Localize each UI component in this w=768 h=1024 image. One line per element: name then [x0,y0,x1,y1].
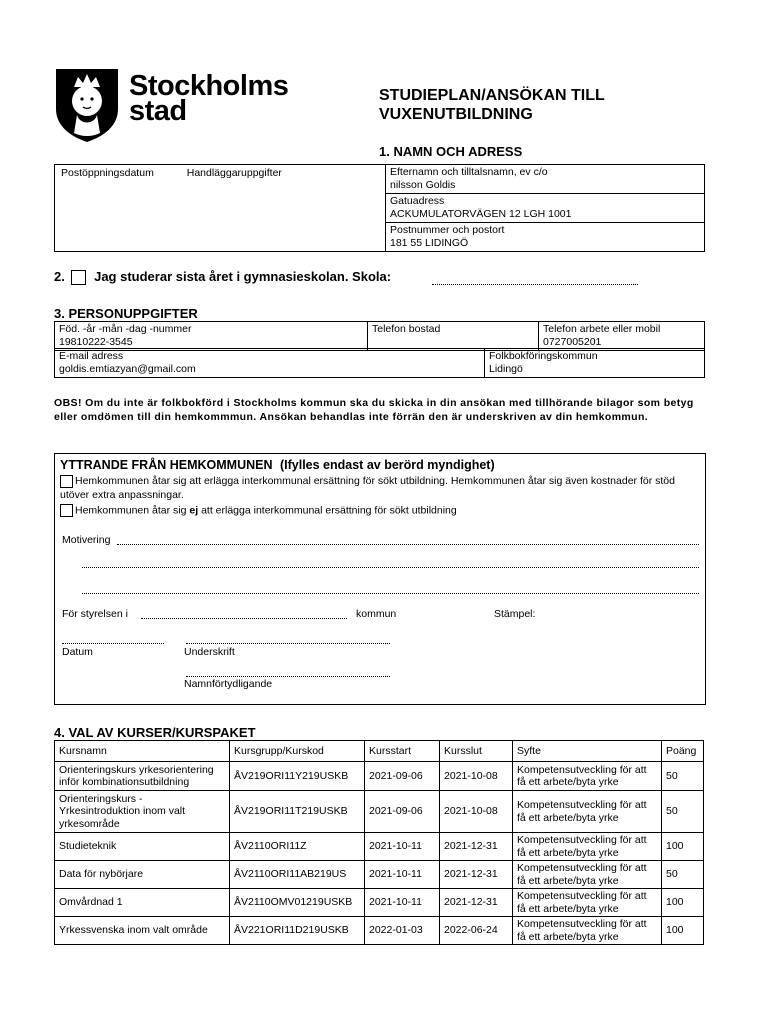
course-name: Studieteknik [55,833,230,861]
postal-cell[interactable] [386,223,705,252]
name-value: nilsson Goldis [390,179,456,191]
course-name: Omvårdnad 1 [55,889,230,917]
street-value: ACKUMULATORVÄGEN 12 LGH 1001 [390,208,572,220]
table-row[interactable] [55,889,704,917]
dob-cell[interactable] [55,322,368,351]
section2-row [54,269,391,285]
yttrande-heading-row [60,458,495,472]
option2-text-em: ej [189,504,199,517]
option2-text-pre: Hemkommunen åtar sig [75,504,190,517]
table-row[interactable] [55,762,704,791]
name-label: Efternamn och tilltalsnamn, ev c/o [390,166,548,178]
course-name: Data för nybörjare [55,861,230,889]
wordmark-line1: Stockholms [129,70,289,102]
course-code: ÅV2110OMV01219USKB [230,889,365,917]
course-code: ÅV2110ORI11AB219US [230,861,365,889]
course-points: 50 [662,791,704,833]
handlaggaruppgifter-label: Handläggaruppgifter [186,167,282,179]
motivering-label: Motivering [62,534,111,546]
course-points: 50 [662,861,704,889]
postal-label: Postnummer och postort [390,224,505,236]
course-start: 2022-01-03 [365,917,440,945]
personal-info-table [54,321,705,351]
course-code: ÅV221ORI11D219USKB [230,917,365,945]
col-syfte: Syfte [513,741,662,762]
course-points: 100 [662,889,704,917]
email-value: goldis.emtiazyan@gmail.com [59,363,196,375]
city-wordmark [129,70,289,127]
postal-value: 181 55 LIDINGÖ [390,237,469,249]
course-purpose: Kompetensutveckling för att få ett arbete/byta yrke [513,833,662,861]
contact-table [54,348,705,378]
name-cell[interactable] [386,165,705,194]
motivering-line-3[interactable] [82,587,699,594]
course-points: 100 [662,917,704,945]
course-purpose: Kompetensutveckling för att få ett arbete/byta yrke [513,762,662,791]
course-start: 2021-10-11 [365,861,440,889]
table-row[interactable] [55,791,704,833]
datum-label: Datum [62,646,93,658]
course-start: 2021-09-06 [365,791,440,833]
title-line2: VUXENUTBILDNING [379,106,533,123]
municipality-label: Folkbokföringskommun [489,350,598,362]
course-purpose: Kompetensutveckling för att få ett arbete/byta yrke [513,889,662,917]
col-poang: Poäng [662,741,704,762]
home-phone-label: Telefon bostad [372,323,441,335]
course-start: 2021-10-11 [365,889,440,917]
motivering-line-1[interactable] [117,538,699,545]
municipality-value: Lidingö [489,363,523,375]
email-label: E-mail adress [59,350,124,362]
kommun-label: kommun [356,608,397,620]
dob-value: 19810222-3545 [59,336,133,348]
course-code: ÅV2110ORI11Z [230,833,365,861]
course-points: 100 [662,833,704,861]
obs-notice: OBS! Om du inte är folkbokförd i Stockholms kommun ska du skicka in din ansökan med tillhörande bilagor som betyg eller omdömen till din hemkommmun. Ansökan behandlas inte förrän den är underskriven av din hemkommun. [54,397,694,423]
work-phone-label: Telefon arbete eller mobil [543,323,661,335]
course-start: 2021-09-06 [365,762,440,791]
course-name: Yrkessvenska inom valt område [55,917,230,945]
underskrift-line[interactable] [186,637,390,644]
table-row[interactable] [55,917,704,945]
table-row[interactable] [55,861,704,889]
motivering-line-2[interactable] [82,561,699,568]
course-purpose: Kompetensutveckling för att få ett arbete/byta yrke [513,861,662,889]
stampel-label: Stämpel: [494,608,536,620]
course-end: 2021-12-31 [440,861,513,889]
yttrande-heading: YTTRANDE FRÅN HEMKOMMUNEN [60,458,273,472]
home-phone-cell[interactable] [368,322,539,351]
datum-line[interactable] [62,637,164,644]
title-line1: STUDIEPLAN/ANSÖKAN TILL [379,87,605,104]
postoppningsdatum-label: Postöppningsdatum [61,167,154,179]
dob-label: Föd. -år -mån -dag -nummer [59,323,192,335]
option1-checkbox[interactable] [60,475,73,488]
table-row[interactable] [55,833,704,861]
yttrande-heading-note: (Ifylles endast av berörd myndighet) [279,458,495,472]
course-name: Orienteringskurs yrkesorientering inför kombinationsutbildning [55,762,230,791]
email-cell[interactable] [55,349,485,378]
course-end: 2021-10-08 [440,762,513,791]
city-crest-logo [54,67,120,143]
office-use-cell [55,165,386,252]
work-phone-cell[interactable] [539,322,705,351]
courses-header-row [55,741,704,762]
courses-table [54,740,704,945]
course-start: 2021-10-11 [365,833,440,861]
option2-text-post: att erlägga interkommunal ersättning för sökt utbildning [198,504,457,517]
col-kursslut: Kursslut [440,741,513,762]
col-kursnamn: Kursnamn [55,741,230,762]
styrelsen-label: För styrelsen i [62,608,128,620]
yttrande-option2-row [60,504,690,517]
section4-heading: 4. VAL AV KURSER/KURSPAKET [54,725,256,740]
course-points: 50 [662,762,704,791]
option2-checkbox[interactable] [60,504,73,517]
course-code: ÅV219ORI11T219USKB [230,791,365,833]
yttrande-option1-row [60,474,690,502]
last-year-checkbox[interactable] [71,270,86,285]
course-end: 2022-06-24 [440,917,513,945]
course-purpose: Kompetensutveckling för att få ett arbete/byta yrke [513,917,662,945]
course-name: Orienteringskurs - Yrkesintroduktion inom valt yrkesområde [55,791,230,833]
school-dotted-line[interactable] [432,278,638,285]
namnfortydligande-line[interactable] [186,670,390,677]
name-address-table [54,164,705,252]
underskrift-label: Underskrift [184,646,235,658]
street-cell[interactable] [386,194,705,223]
work-phone-value: 0727005201 [543,336,602,348]
section2-text: Jag studerar sista året i gymnasieskolan. Skola: [94,269,392,284]
col-kursstart: Kursstart [365,741,440,762]
course-code: ÅV219ORI11Y219USKB [230,762,365,791]
document-title [379,86,605,124]
section2-number: 2. [54,269,65,284]
street-label: Gatuadress [390,195,445,207]
course-purpose: Kompetensutveckling för att få ett arbete/byta yrke [513,791,662,833]
course-end: 2021-12-31 [440,889,513,917]
namnfortydligande-label: Namnförtydligande [184,678,273,690]
wordmark-line2: stad [129,95,187,127]
section1-heading: 1. NAMN OCH ADRESS [379,144,523,159]
section3-heading: 3. PERSONUPPGIFTER [54,306,198,321]
styrelsen-line[interactable] [141,613,347,619]
option1-text: Hemkommunen åtar sig att erlägga interkommunal ersättning för sökt utbildning. Hemkommunen åtar sig även kostnader för stöd utöver extra anpassningar. [60,475,675,501]
municipality-cell[interactable] [485,349,705,378]
course-end: 2021-12-31 [440,833,513,861]
course-end: 2021-10-08 [440,791,513,833]
col-kurskod: Kursgrupp/Kurskod [230,741,365,762]
